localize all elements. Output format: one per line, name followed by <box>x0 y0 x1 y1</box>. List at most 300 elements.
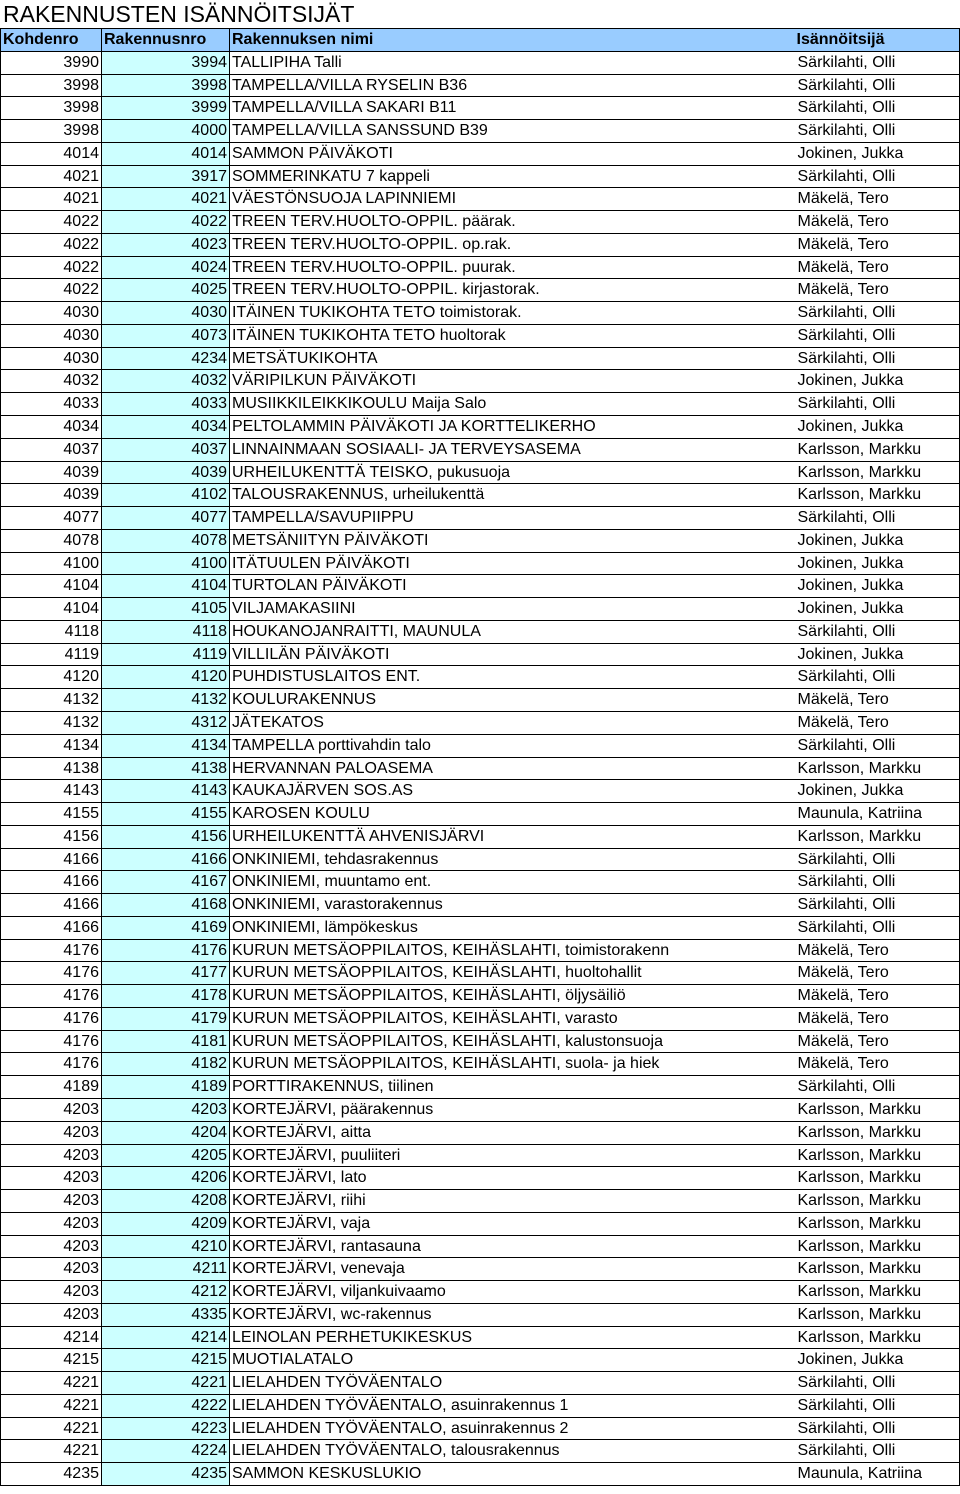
cell-manager[interactable]: Mäkelä, Tero <box>795 256 960 279</box>
cell-building-name[interactable]: URHEILUKENTTÄ TEISKO, pukusuoja <box>230 461 795 484</box>
cell-building-name[interactable]: KURUN METSÄOPPILAITOS, KEIHÄSLAHTI, toimistorakenn <box>230 939 795 962</box>
cell-cost-center[interactable]: 4221 <box>1 1394 102 1417</box>
cell-manager[interactable]: Karlsson, Markku <box>795 1167 960 1190</box>
cell-building-no[interactable]: 4034 <box>102 416 230 439</box>
cell-building-name[interactable]: KAROSEN KOULU <box>230 803 795 826</box>
table-row <box>1 1349 960 1372</box>
table-row <box>1 97 960 120</box>
cell-building-no[interactable]: 4224 <box>102 1440 230 1463</box>
cell-cost-center[interactable]: 4203 <box>1 1190 102 1213</box>
cell-building-name[interactable]: TREEN TERV.HUOLTO-OPPIL. op.rak. <box>230 233 795 256</box>
cell-building-name[interactable]: TAMPELLA/VILLA SANSSUND B39 <box>230 120 795 143</box>
table-row <box>1 666 960 689</box>
cell-manager[interactable]: Särkilahti, Olli <box>795 347 960 370</box>
cell-cost-center[interactable]: 4077 <box>1 507 102 530</box>
cell-building-name[interactable]: KORTEJÄRVI, venevaja <box>230 1258 795 1281</box>
cell-building-no[interactable]: 4138 <box>102 757 230 780</box>
header-building-no[interactable]: Rakennusnro <box>102 29 230 52</box>
cell-building-name[interactable]: KURUN METSÄOPPILAITOS, KEIHÄSLAHTI, huoltohallit <box>230 962 795 985</box>
cell-cost-center[interactable]: 3990 <box>1 51 102 74</box>
cell-building-name[interactable]: TAMPELLA porttivahdin talo <box>230 734 795 757</box>
cell-cost-center[interactable]: 4039 <box>1 484 102 507</box>
cell-manager[interactable]: Särkilahti, Olli <box>795 324 960 347</box>
cell-building-no[interactable]: 4221 <box>102 1372 230 1395</box>
cell-building-no[interactable]: 4014 <box>102 142 230 165</box>
cell-building-no[interactable]: 4039 <box>102 461 230 484</box>
cell-cost-center[interactable]: 4030 <box>1 324 102 347</box>
cell-building-no[interactable]: 4214 <box>102 1326 230 1349</box>
cell-cost-center[interactable]: 4166 <box>1 916 102 939</box>
cell-manager[interactable]: Karlsson, Markku <box>795 461 960 484</box>
table-row <box>1 871 960 894</box>
cell-cost-center[interactable]: 4203 <box>1 1281 102 1304</box>
cell-cost-center[interactable]: 4203 <box>1 1258 102 1281</box>
cell-building-no[interactable]: 4024 <box>102 256 230 279</box>
cell-building-name[interactable]: TALOUSRAKENNUS, urheilukenttä <box>230 484 795 507</box>
cell-cost-center[interactable]: 4166 <box>1 894 102 917</box>
cell-building-name[interactable]: TREEN TERV.HUOLTO-OPPIL. päärak. <box>230 211 795 234</box>
cell-cost-center[interactable]: 4022 <box>1 256 102 279</box>
cell-building-name[interactable]: KURUN METSÄOPPILAITOS, KEIHÄSLAHTI, öljysäiliö <box>230 985 795 1008</box>
cell-building-no[interactable]: 4078 <box>102 529 230 552</box>
cell-building-no[interactable]: 4169 <box>102 916 230 939</box>
cell-manager[interactable]: Särkilahti, Olli <box>795 1394 960 1417</box>
cell-building-no[interactable]: 4205 <box>102 1144 230 1167</box>
cell-manager[interactable]: Jokinen, Jukka <box>795 142 960 165</box>
cell-building-no[interactable]: 4037 <box>102 438 230 461</box>
cell-building-no[interactable]: 4134 <box>102 734 230 757</box>
cell-building-name[interactable]: TALLIPIHA Talli <box>230 51 795 74</box>
cell-building-no[interactable]: 4177 <box>102 962 230 985</box>
table-row <box>1 1463 960 1486</box>
cell-cost-center[interactable]: 4203 <box>1 1303 102 1326</box>
cell-building-name[interactable]: LIELAHDEN TYÖVÄENTALO, asuinrakennus 1 <box>230 1394 795 1417</box>
cell-building-name[interactable]: KORTEJÄRVI, päärakennus <box>230 1098 795 1121</box>
cell-building-no[interactable]: 4132 <box>102 689 230 712</box>
cell-building-no[interactable]: 4077 <box>102 507 230 530</box>
cell-manager[interactable]: Särkilahti, Olli <box>795 1076 960 1099</box>
cell-manager[interactable]: Mäkelä, Tero <box>795 962 960 985</box>
cell-building-name[interactable]: KORTEJÄRVI, wc-rakennus <box>230 1303 795 1326</box>
cell-building-no[interactable]: 4206 <box>102 1167 230 1190</box>
cell-manager[interactable]: Karlsson, Markku <box>795 484 960 507</box>
cell-building-name[interactable]: PUHDISTUSLAITOS ENT. <box>230 666 795 689</box>
cell-building-name[interactable]: PORTTIRAKENNUS, tiilinen <box>230 1076 795 1099</box>
cell-manager[interactable]: Jokinen, Jukka <box>795 780 960 803</box>
cell-building-no[interactable]: 4102 <box>102 484 230 507</box>
cell-cost-center[interactable]: 4221 <box>1 1417 102 1440</box>
cell-building-no[interactable]: 4032 <box>102 370 230 393</box>
cell-manager[interactable]: Karlsson, Markku <box>795 1281 960 1304</box>
cell-cost-center[interactable]: 4100 <box>1 552 102 575</box>
cell-manager[interactable]: Särkilahti, Olli <box>795 165 960 188</box>
table-row <box>1 1190 960 1213</box>
cell-building-name[interactable]: ITÄINEN TUKIKOHTA TETO toimistorak. <box>230 302 795 325</box>
cell-building-no[interactable]: 4156 <box>102 825 230 848</box>
cell-cost-center[interactable]: 3998 <box>1 97 102 120</box>
cell-cost-center[interactable]: 4176 <box>1 1053 102 1076</box>
cell-manager[interactable]: Karlsson, Markku <box>795 438 960 461</box>
cell-building-name[interactable]: METSÄTUKIKOHTA <box>230 347 795 370</box>
table-row <box>1 780 960 803</box>
cell-building-no[interactable]: 4176 <box>102 939 230 962</box>
table-row <box>1 1394 960 1417</box>
cell-building-name[interactable]: KORTEJÄRVI, riihi <box>230 1190 795 1213</box>
cell-building-no[interactable]: 4118 <box>102 620 230 643</box>
cell-manager[interactable]: Särkilahti, Olli <box>795 1417 960 1440</box>
cell-manager[interactable]: Mäkelä, Tero <box>795 711 960 734</box>
cell-cost-center[interactable]: 4120 <box>1 666 102 689</box>
cell-manager[interactable]: Särkilahti, Olli <box>795 848 960 871</box>
cell-building-no[interactable]: 4335 <box>102 1303 230 1326</box>
cell-manager[interactable]: Mäkelä, Tero <box>795 1030 960 1053</box>
cell-building-no[interactable]: 4030 <box>102 302 230 325</box>
cell-manager[interactable]: Jokinen, Jukka <box>795 416 960 439</box>
cell-building-name[interactable]: ONKINIEMI, muuntamo ent. <box>230 871 795 894</box>
cell-cost-center[interactable]: 4132 <box>1 689 102 712</box>
cell-manager[interactable]: Mäkelä, Tero <box>795 1053 960 1076</box>
cell-building-no[interactable]: 4166 <box>102 848 230 871</box>
table-row <box>1 803 960 826</box>
cell-cost-center[interactable]: 4203 <box>1 1121 102 1144</box>
cell-cost-center[interactable]: 4030 <box>1 302 102 325</box>
cell-manager[interactable]: Särkilahti, Olli <box>795 51 960 74</box>
cell-building-name[interactable]: KORTEJÄRVI, rantasauna <box>230 1235 795 1258</box>
cell-building-name[interactable]: TAMPELLA/VILLA SAKARI B11 <box>230 97 795 120</box>
cell-building-name[interactable]: SAMMON PÄIVÄKOTI <box>230 142 795 165</box>
table-row <box>1 1030 960 1053</box>
table-row <box>1 1258 960 1281</box>
cell-cost-center[interactable]: 4166 <box>1 848 102 871</box>
cell-building-no[interactable]: 3999 <box>102 97 230 120</box>
cell-cost-center[interactable]: 4033 <box>1 393 102 416</box>
cell-manager[interactable]: Mäkelä, Tero <box>795 689 960 712</box>
cell-cost-center[interactable]: 4078 <box>1 529 102 552</box>
cell-building-no[interactable]: 4208 <box>102 1190 230 1213</box>
table-row <box>1 1076 960 1099</box>
cell-cost-center[interactable]: 4030 <box>1 347 102 370</box>
cell-building-no[interactable]: 4234 <box>102 347 230 370</box>
cell-building-no[interactable]: 4000 <box>102 120 230 143</box>
cell-building-no[interactable]: 4100 <box>102 552 230 575</box>
table-row <box>1 757 960 780</box>
cell-building-no[interactable]: 4223 <box>102 1417 230 1440</box>
table-row <box>1 734 960 757</box>
cell-building-no[interactable]: 4073 <box>102 324 230 347</box>
cell-building-name[interactable]: ITÄTUULEN PÄIVÄKOTI <box>230 552 795 575</box>
cell-building-no[interactable]: 4021 <box>102 188 230 211</box>
cell-manager[interactable]: Jokinen, Jukka <box>795 575 960 598</box>
cell-cost-center[interactable]: 4022 <box>1 211 102 234</box>
cell-cost-center[interactable]: 4176 <box>1 962 102 985</box>
cell-manager[interactable]: Karlsson, Markku <box>795 1303 960 1326</box>
cell-manager[interactable]: Jokinen, Jukka <box>795 529 960 552</box>
header-manager[interactable]: Isännöitsijä <box>795 29 960 52</box>
cell-building-name[interactable]: VILJAMAKASIINI <box>230 598 795 621</box>
cell-cost-center[interactable]: 4134 <box>1 734 102 757</box>
cell-cost-center[interactable]: 4104 <box>1 575 102 598</box>
cell-building-no[interactable]: 4105 <box>102 598 230 621</box>
cell-manager[interactable]: Särkilahti, Olli <box>795 507 960 530</box>
cell-cost-center[interactable]: 4203 <box>1 1235 102 1258</box>
cell-building-name[interactable]: LIELAHDEN TYÖVÄENTALO, asuinrakennus 2 <box>230 1417 795 1440</box>
cell-building-name[interactable]: URHEILUKENTTÄ AHVENISJÄRVI <box>230 825 795 848</box>
cell-cost-center[interactable]: 4118 <box>1 620 102 643</box>
table-row <box>1 165 960 188</box>
cell-building-name[interactable]: TAMPELLA/VILLA RYSELIN B36 <box>230 74 795 97</box>
cell-building-no[interactable]: 4023 <box>102 233 230 256</box>
cell-cost-center[interactable]: 4014 <box>1 142 102 165</box>
cell-building-name[interactable]: LIELAHDEN TYÖVÄENTALO, talousrakennus <box>230 1440 795 1463</box>
cell-building-no[interactable]: 3998 <box>102 74 230 97</box>
table-row <box>1 1235 960 1258</box>
cell-manager[interactable]: Särkilahti, Olli <box>795 1372 960 1395</box>
table-row <box>1 598 960 621</box>
cell-building-name[interactable]: KURUN METSÄOPPILAITOS, KEIHÄSLAHTI, kalustonsuoja <box>230 1030 795 1053</box>
cell-building-no[interactable]: 4222 <box>102 1394 230 1417</box>
cell-manager[interactable]: Karlsson, Markku <box>795 1190 960 1213</box>
cell-manager[interactable]: Särkilahti, Olli <box>795 734 960 757</box>
cell-manager[interactable]: Karlsson, Markku <box>795 825 960 848</box>
header-building-name[interactable]: Rakennuksen nimi <box>230 29 795 52</box>
cell-building-no[interactable]: 4178 <box>102 985 230 1008</box>
table-header-row <box>1 29 960 52</box>
cell-cost-center[interactable]: 4021 <box>1 165 102 188</box>
cell-building-name[interactable]: KORTEJÄRVI, viljankuivaamo <box>230 1281 795 1304</box>
cell-building-name[interactable]: ONKINIEMI, lämpökeskus <box>230 916 795 939</box>
cell-manager[interactable]: Karlsson, Markku <box>795 1326 960 1349</box>
cell-cost-center[interactable]: 4215 <box>1 1349 102 1372</box>
cell-building-name[interactable]: LIELAHDEN TYÖVÄENTALO <box>230 1372 795 1395</box>
table-row <box>1 620 960 643</box>
cell-building-name[interactable]: TREEN TERV.HUOLTO-OPPIL. puurak. <box>230 256 795 279</box>
cell-building-no[interactable]: 3917 <box>102 165 230 188</box>
table-row <box>1 347 960 370</box>
cell-building-name[interactable]: VÄESTÖNSUOJA LAPINNIEMI <box>230 188 795 211</box>
cell-cost-center[interactable]: 4034 <box>1 416 102 439</box>
cell-building-no[interactable]: 4104 <box>102 575 230 598</box>
cell-manager[interactable]: Särkilahti, Olli <box>795 916 960 939</box>
cell-cost-center[interactable]: 4119 <box>1 643 102 666</box>
table-row <box>1 484 960 507</box>
table-row <box>1 256 960 279</box>
cell-building-name[interactable]: HOUKANOJANRAITTI, MAUNULA <box>230 620 795 643</box>
cell-manager[interactable]: Särkilahti, Olli <box>795 871 960 894</box>
header-cost-center[interactable]: Kohdenro <box>1 29 102 52</box>
cell-building-name[interactable]: KURUN METSÄOPPILAITOS, KEIHÄSLAHTI, varasto <box>230 1007 795 1030</box>
cell-building-name[interactable]: ONKINIEMI, varastorakennus <box>230 894 795 917</box>
cell-cost-center[interactable]: 4143 <box>1 780 102 803</box>
table-row <box>1 643 960 666</box>
table-row <box>1 211 960 234</box>
cell-building-no[interactable]: 4235 <box>102 1463 230 1486</box>
cell-building-no[interactable]: 4210 <box>102 1235 230 1258</box>
cell-cost-center[interactable]: 3998 <box>1 120 102 143</box>
cell-building-name[interactable]: KURUN METSÄOPPILAITOS, KEIHÄSLAHTI, suola- ja hiek <box>230 1053 795 1076</box>
cell-cost-center[interactable]: 4155 <box>1 803 102 826</box>
cell-manager[interactable]: Jokinen, Jukka <box>795 598 960 621</box>
cell-cost-center[interactable]: 4235 <box>1 1463 102 1486</box>
cell-building-name[interactable]: KOULURAKENNUS <box>230 689 795 712</box>
table-row <box>1 552 960 575</box>
cell-cost-center[interactable]: 4104 <box>1 598 102 621</box>
cell-building-name[interactable]: HERVANNAN PALOASEMA <box>230 757 795 780</box>
cell-manager[interactable]: Karlsson, Markku <box>795 1121 960 1144</box>
table-row <box>1 985 960 1008</box>
cell-building-name[interactable]: KAUKAJÄRVEN SOS.AS <box>230 780 795 803</box>
cell-building-name[interactable]: MUOTIALATALO <box>230 1349 795 1372</box>
cell-manager[interactable]: Mäkelä, Tero <box>795 939 960 962</box>
cell-building-no[interactable]: 4204 <box>102 1121 230 1144</box>
cell-cost-center[interactable]: 4037 <box>1 438 102 461</box>
cell-cost-center[interactable]: 4176 <box>1 1007 102 1030</box>
cell-building-name[interactable]: TURTOLAN PÄIVÄKOTI <box>230 575 795 598</box>
cell-building-name[interactable]: MUSIIKKILEIKKIKOULU Maija Salo <box>230 393 795 416</box>
cell-building-no[interactable]: 4033 <box>102 393 230 416</box>
table-row <box>1 1303 960 1326</box>
cell-cost-center[interactable]: 4203 <box>1 1144 102 1167</box>
cell-building-no[interactable]: 4155 <box>102 803 230 826</box>
cell-cost-center[interactable]: 4189 <box>1 1076 102 1099</box>
cell-cost-center[interactable]: 4176 <box>1 985 102 1008</box>
cell-cost-center[interactable]: 4203 <box>1 1167 102 1190</box>
cell-manager[interactable]: Karlsson, Markku <box>795 757 960 780</box>
cell-cost-center[interactable]: 4203 <box>1 1212 102 1235</box>
cell-manager[interactable]: Särkilahti, Olli <box>795 120 960 143</box>
table-row <box>1 461 960 484</box>
table-row <box>1 1281 960 1304</box>
cell-cost-center[interactable]: 4138 <box>1 757 102 780</box>
cell-building-name[interactable]: JÄTEKATOS <box>230 711 795 734</box>
cell-cost-center[interactable]: 4022 <box>1 233 102 256</box>
table-row <box>1 279 960 302</box>
table-row <box>1 393 960 416</box>
cell-manager[interactable]: Mäkelä, Tero <box>795 1007 960 1030</box>
cell-building-name[interactable]: ITÄINEN TUKIKOHTA TETO huoltorak <box>230 324 795 347</box>
cell-building-name[interactable]: KORTEJÄRVI, aitta <box>230 1121 795 1144</box>
cell-cost-center[interactable]: 4221 <box>1 1440 102 1463</box>
table-row <box>1 324 960 347</box>
cell-building-name[interactable]: PELTOLAMMIN PÄIVÄKOTI JA KORTTELIKERHO <box>230 416 795 439</box>
table-row <box>1 1326 960 1349</box>
cell-building-no[interactable]: 4179 <box>102 1007 230 1030</box>
cell-building-name[interactable]: TREEN TERV.HUOLTO-OPPIL. kirjastorak. <box>230 279 795 302</box>
cell-building-no[interactable]: 4203 <box>102 1098 230 1121</box>
cell-manager[interactable]: Särkilahti, Olli <box>795 74 960 97</box>
cell-cost-center[interactable]: 4022 <box>1 279 102 302</box>
cell-cost-center[interactable]: 4176 <box>1 939 102 962</box>
cell-manager[interactable]: Särkilahti, Olli <box>795 620 960 643</box>
cell-cost-center[interactable]: 4176 <box>1 1030 102 1053</box>
cell-manager[interactable]: Karlsson, Markku <box>795 1258 960 1281</box>
cell-building-no[interactable]: 4189 <box>102 1076 230 1099</box>
cell-building-no[interactable]: 3994 <box>102 51 230 74</box>
cell-cost-center[interactable]: 4021 <box>1 188 102 211</box>
cell-manager[interactable]: Särkilahti, Olli <box>795 393 960 416</box>
table-body <box>1 51 960 1485</box>
cell-building-no[interactable]: 4119 <box>102 643 230 666</box>
cell-building-no[interactable]: 4143 <box>102 780 230 803</box>
cell-building-no[interactable]: 4182 <box>102 1053 230 1076</box>
table-row <box>1 825 960 848</box>
cell-manager[interactable]: Maunula, Katriina <box>795 1463 960 1486</box>
cell-cost-center[interactable]: 4203 <box>1 1098 102 1121</box>
cell-manager[interactable]: Mäkelä, Tero <box>795 211 960 234</box>
cell-building-no[interactable]: 4209 <box>102 1212 230 1235</box>
cell-manager[interactable]: Mäkelä, Tero <box>795 188 960 211</box>
cell-manager[interactable]: Särkilahti, Olli <box>795 894 960 917</box>
cell-manager[interactable]: Särkilahti, Olli <box>795 97 960 120</box>
cell-building-name[interactable]: SAMMON KESKUSLUKIO <box>230 1463 795 1486</box>
cell-building-name[interactable]: VILLILÄN PÄIVÄKOTI <box>230 643 795 666</box>
cell-building-no[interactable]: 4212 <box>102 1281 230 1304</box>
cell-manager[interactable]: Jokinen, Jukka <box>795 370 960 393</box>
cell-building-no[interactable]: 4025 <box>102 279 230 302</box>
cell-cost-center[interactable]: 4156 <box>1 825 102 848</box>
cell-building-name[interactable]: KORTEJÄRVI, puuliiteri <box>230 1144 795 1167</box>
cell-cost-center[interactable]: 4221 <box>1 1372 102 1395</box>
table-row <box>1 1007 960 1030</box>
cell-building-no[interactable]: 4022 <box>102 211 230 234</box>
cell-cost-center[interactable]: 4032 <box>1 370 102 393</box>
cell-cost-center[interactable]: 4039 <box>1 461 102 484</box>
cell-manager[interactable]: Jokinen, Jukka <box>795 643 960 666</box>
cell-cost-center[interactable]: 4214 <box>1 1326 102 1349</box>
cell-building-name[interactable]: TAMPELLA/SAVUPIIPPU <box>230 507 795 530</box>
cell-building-name[interactable]: KORTEJÄRVI, lato <box>230 1167 795 1190</box>
cell-manager[interactable]: Mäkelä, Tero <box>795 233 960 256</box>
table-row <box>1 1440 960 1463</box>
cell-building-name[interactable]: LEINOLAN PERHETUKIKESKUS <box>230 1326 795 1349</box>
table-row <box>1 711 960 734</box>
table-row <box>1 416 960 439</box>
cell-manager[interactable]: Särkilahti, Olli <box>795 1440 960 1463</box>
cell-building-name[interactable]: VÄRIPILKUN PÄIVÄKOTI <box>230 370 795 393</box>
table-row <box>1 438 960 461</box>
cell-building-no[interactable]: 4312 <box>102 711 230 734</box>
cell-manager[interactable]: Karlsson, Markku <box>795 1144 960 1167</box>
table-row <box>1 1212 960 1235</box>
table-row <box>1 1144 960 1167</box>
cell-manager[interactable]: Jokinen, Jukka <box>795 552 960 575</box>
cell-cost-center[interactable]: 4166 <box>1 871 102 894</box>
table-row <box>1 939 960 962</box>
cell-building-name[interactable]: LINNAINMAAN SOSIAALI- JA TERVEYSASEMA <box>230 438 795 461</box>
cell-building-no[interactable]: 4168 <box>102 894 230 917</box>
cell-building-name[interactable]: METSÄNIITYN PÄIVÄKOTI <box>230 529 795 552</box>
table-row <box>1 1098 960 1121</box>
cell-building-name[interactable]: ONKINIEMI, tehdasrakennus <box>230 848 795 871</box>
cell-building-no[interactable]: 4215 <box>102 1349 230 1372</box>
cell-building-no[interactable]: 4181 <box>102 1030 230 1053</box>
cell-cost-center[interactable]: 4132 <box>1 711 102 734</box>
cell-manager[interactable]: Maunula, Katriina <box>795 803 960 826</box>
cell-manager[interactable]: Jokinen, Jukka <box>795 1349 960 1372</box>
cell-building-name[interactable]: KORTEJÄRVI, vaja <box>230 1212 795 1235</box>
cell-building-no[interactable]: 4167 <box>102 871 230 894</box>
cell-manager[interactable]: Karlsson, Markku <box>795 1235 960 1258</box>
cell-building-no[interactable]: 4211 <box>102 1258 230 1281</box>
cell-building-no[interactable]: 4120 <box>102 666 230 689</box>
cell-cost-center[interactable]: 3998 <box>1 74 102 97</box>
cell-manager[interactable]: Karlsson, Markku <box>795 1098 960 1121</box>
cell-manager[interactable]: Karlsson, Markku <box>795 1212 960 1235</box>
cell-building-name[interactable]: SOMMERINKATU 7 kappeli <box>230 165 795 188</box>
cell-manager[interactable]: Mäkelä, Tero <box>795 279 960 302</box>
cell-manager[interactable]: Mäkelä, Tero <box>795 985 960 1008</box>
cell-manager[interactable]: Särkilahti, Olli <box>795 302 960 325</box>
cell-manager[interactable]: Särkilahti, Olli <box>795 666 960 689</box>
